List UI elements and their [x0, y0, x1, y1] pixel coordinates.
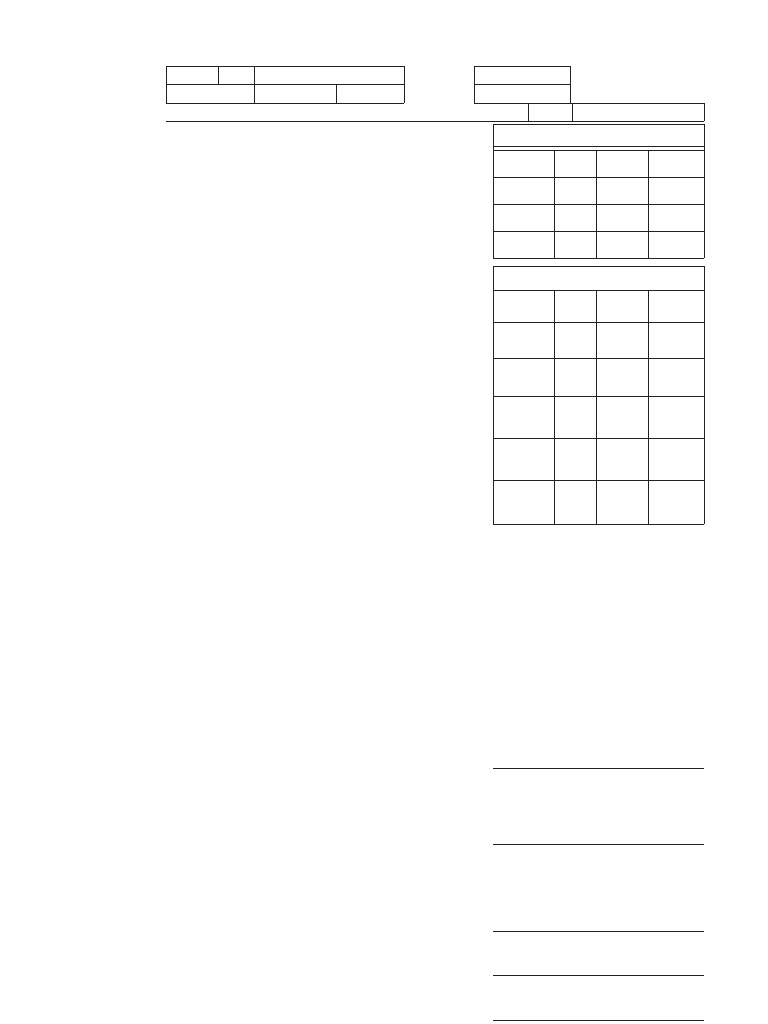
head-name	[493, 833, 704, 843]
summary-status	[493, 204, 554, 231]
school-id-value	[166, 85, 254, 102]
lrn-header	[12, 124, 80, 198]
region-value	[166, 66, 218, 83]
progress-total	[648, 396, 704, 438]
summary-status	[493, 177, 554, 204]
summary-female	[596, 177, 648, 204]
district-value	[474, 66, 570, 83]
progress-header-male	[554, 290, 596, 322]
curriculum-label	[404, 85, 462, 102]
region-label	[90, 66, 162, 83]
progress-desc	[493, 396, 554, 438]
summary-total	[648, 177, 704, 204]
summary-total	[648, 204, 704, 231]
grade-level-value	[474, 105, 528, 122]
school-name-value	[166, 105, 404, 122]
head-note	[493, 854, 704, 863]
progress-desc	[493, 438, 554, 480]
progress-female	[596, 396, 648, 438]
summary-female	[596, 204, 648, 231]
signature-line-label	[493, 977, 704, 986]
progress-male	[554, 438, 596, 480]
progress-header-total	[648, 290, 704, 322]
progress-total	[648, 480, 704, 524]
dnme-header	[398, 124, 488, 198]
progress-desc	[493, 358, 554, 396]
progress-female	[596, 438, 648, 480]
district-label	[404, 66, 462, 83]
progress-total	[648, 438, 704, 480]
avg-header	[256, 124, 306, 198]
summary-header-male	[554, 150, 596, 176]
summary-male	[554, 177, 596, 204]
school-year-label	[254, 85, 334, 102]
progress-desc	[493, 322, 554, 358]
progress-male	[554, 322, 596, 358]
progress-female	[596, 322, 648, 358]
name-subheader	[80, 158, 255, 170]
signature-line-label	[493, 933, 704, 942]
school-year-value	[336, 85, 404, 102]
progress-header-desc	[493, 290, 554, 322]
adviser-name	[493, 757, 704, 767]
progress-male	[554, 396, 596, 438]
progress-header-female	[596, 290, 648, 322]
section-label	[528, 105, 572, 122]
summary-male	[554, 204, 596, 231]
progress-total	[648, 358, 704, 396]
progress-female	[596, 480, 648, 524]
action-header	[306, 124, 398, 198]
summary-title	[493, 124, 704, 146]
male-label	[12, 198, 80, 216]
division-value	[254, 66, 404, 83]
summary-header-female	[596, 150, 648, 176]
summary-female	[596, 231, 648, 258]
progress-male	[554, 358, 596, 396]
summary-header-total	[648, 150, 704, 176]
summary-male	[554, 231, 596, 258]
school-name-label	[60, 105, 162, 122]
grade-level-label	[404, 105, 462, 122]
progress-male	[554, 480, 596, 524]
adviser-note	[493, 778, 704, 787]
summary-header-status	[493, 150, 554, 176]
progress-female	[596, 358, 648, 396]
summary-total	[648, 231, 704, 258]
curriculum-value	[474, 85, 570, 102]
subtitle	[0, 44, 768, 56]
progress-total	[648, 322, 704, 358]
progress-desc	[493, 480, 554, 524]
section-value	[572, 105, 704, 122]
progress-title	[493, 266, 704, 290]
school-id-label	[90, 85, 162, 102]
page-title	[0, 14, 768, 40]
summary-status	[493, 231, 554, 258]
division-label	[218, 66, 254, 83]
